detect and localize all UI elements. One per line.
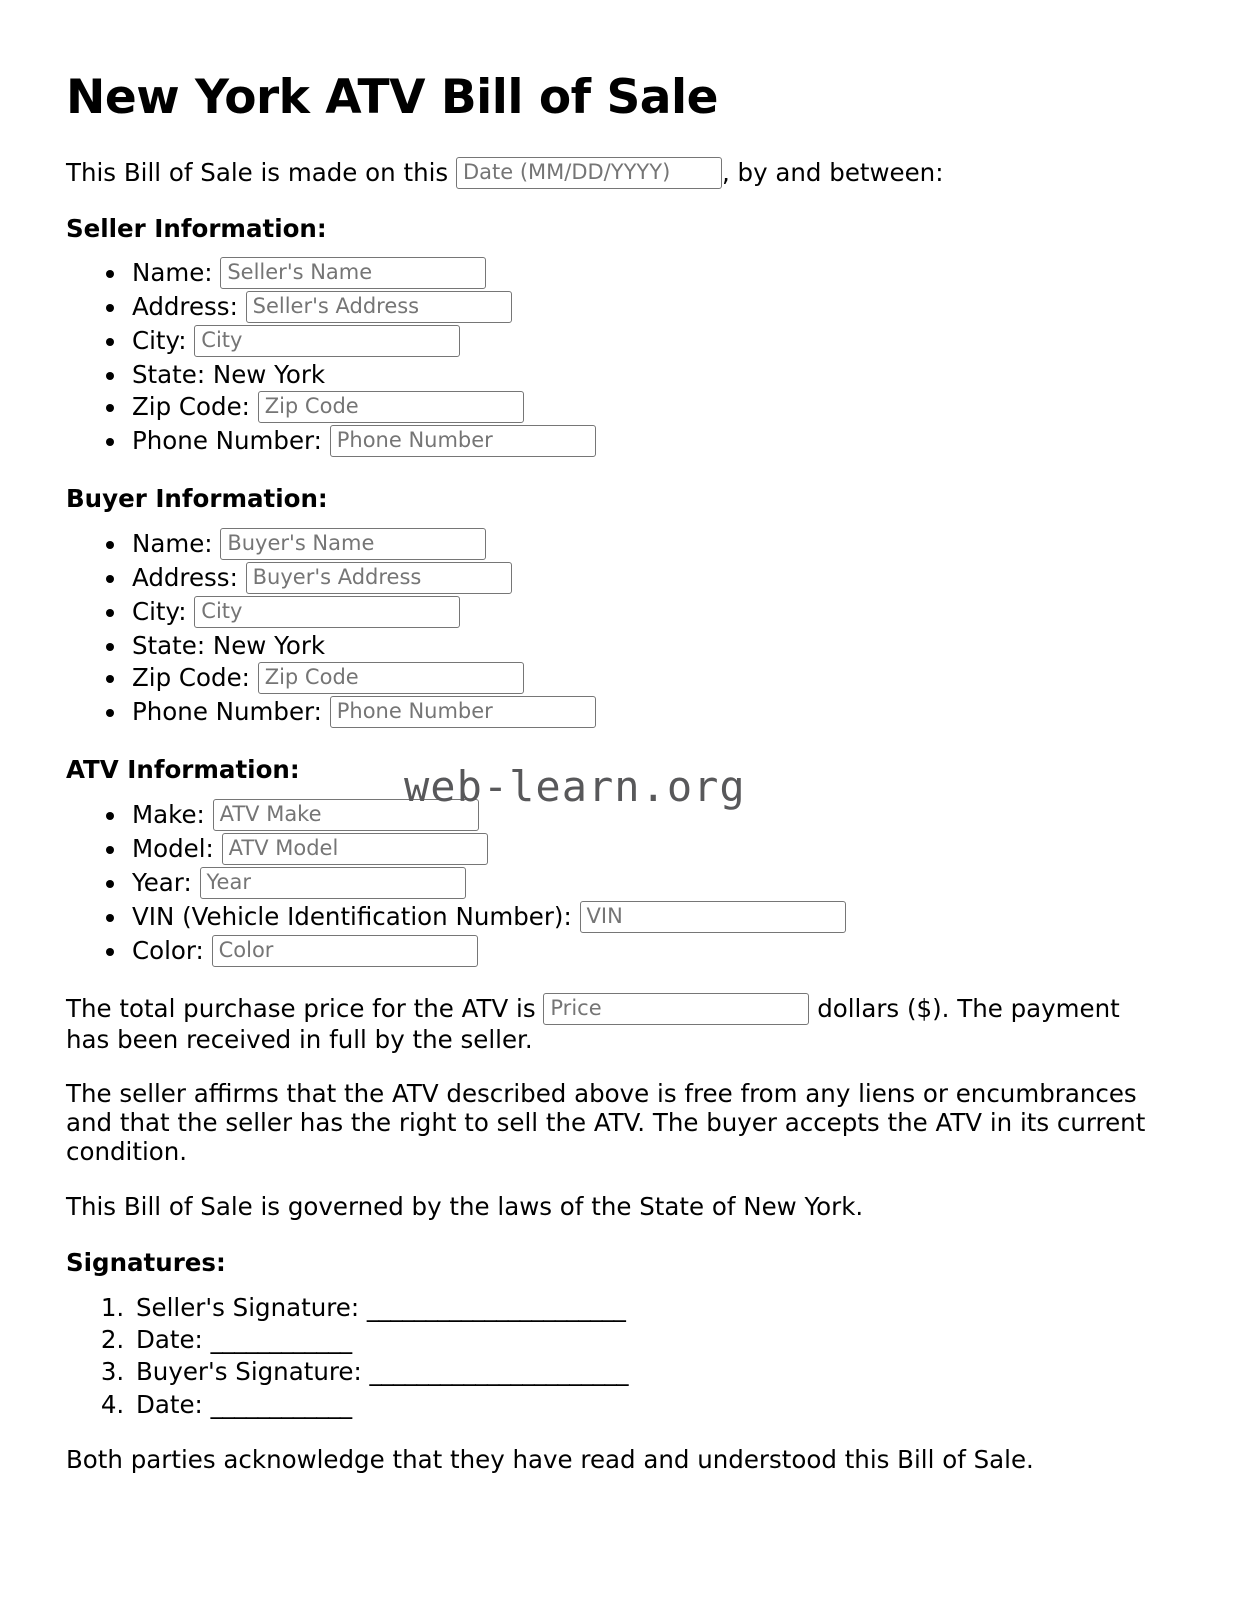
list-item (128, 528, 1173, 561)
page-title: New York ATV Bill of Sale (66, 70, 718, 125)
atv-year-label: Year: (132, 867, 192, 897)
list-item (132, 1324, 1173, 1355)
intro-text-before: This Bill of Sale is made on this (66, 157, 449, 187)
buyer-address-input[interactable]: Buyer's Address (246, 562, 512, 594)
seller-phone-input[interactable]: Phone Number (330, 425, 596, 457)
price-text-before: The total purchase price for the ATV is (66, 993, 536, 1023)
intro-paragraph (66, 158, 1151, 190)
atv-year-input[interactable]: Year (200, 867, 466, 899)
buyer-signature-line[interactable]: ______________________ (369, 1357, 629, 1387)
seller-address-label: Address: (132, 292, 238, 322)
buyer-name-label: Name: (132, 528, 213, 558)
list-item (128, 391, 1173, 424)
purchase-price-paragraph (66, 994, 1151, 1055)
intro-text-after: , by and between: (721, 157, 944, 187)
buyer-address-label: Address: (132, 562, 238, 592)
list-item (132, 1389, 1173, 1420)
liens-clause: The seller affirms that the ATV described above is free from any liens or encumbrances and that the seller has the right to sell the ATV. The buyer accepts the ATV in its current condition. (66, 1079, 1146, 1167)
seller-signature-label: Seller's Signature: (136, 1292, 360, 1322)
buyer-city-input[interactable]: City (194, 596, 460, 628)
seller-date-label: Date: (136, 1324, 203, 1354)
list-item (128, 562, 1173, 595)
atv-vin-label: VIN (Vehicle Identification Number): (132, 901, 572, 931)
buyer-signature-label: Buyer's Signature: (136, 1357, 362, 1387)
seller-field-list (66, 257, 1173, 458)
seller-zip-label: Zip Code: (132, 392, 250, 422)
seller-name-label: Name: (132, 258, 213, 288)
atv-color-input[interactable]: Color (212, 935, 478, 967)
buyer-information-heading: Buyer Information: (66, 484, 328, 514)
list-item (128, 325, 1173, 358)
buyer-city-label: City: (132, 596, 187, 626)
list-item (128, 935, 1173, 968)
buyer-date-label: Date: (136, 1389, 203, 1419)
price-text-after: dollars ($). The payment has been received in full by the seller. (66, 993, 1120, 1054)
buyer-state-value: State: New York (132, 630, 326, 660)
buyer-date-line[interactable]: ____________ (210, 1389, 352, 1419)
atv-make-label: Make: (132, 799, 205, 829)
atv-make-input[interactable]: ATV Make (213, 799, 479, 831)
list-item (128, 901, 1173, 934)
list-item (128, 257, 1173, 290)
signature-list (66, 1292, 1173, 1420)
seller-date-line[interactable]: ____________ (210, 1324, 352, 1354)
governing-law-clause: This Bill of Sale is governed by the laws of the State of New York. (66, 1192, 864, 1222)
seller-name-input[interactable]: Seller's Name (220, 257, 486, 289)
buyer-zip-label: Zip Code: (132, 663, 250, 693)
buyer-field-list (66, 528, 1173, 729)
list-item (132, 1356, 1173, 1387)
list-item (128, 630, 1173, 661)
signatures-heading: Signatures: (66, 1248, 226, 1278)
buyer-zip-input[interactable]: Zip Code (258, 662, 524, 694)
atv-model-input[interactable]: ATV Model (222, 833, 488, 865)
atv-information-heading: ATV Information: (66, 755, 300, 785)
buyer-name-input[interactable]: Buyer's Name (220, 528, 486, 560)
atv-model-label: Model: (132, 833, 214, 863)
acknowledgement-clause: Both parties acknowledge that they have read and understood this Bill of Sale. (66, 1444, 1034, 1474)
seller-zip-input[interactable]: Zip Code (258, 391, 524, 423)
seller-address-input[interactable]: Seller's Address (246, 291, 512, 323)
seller-city-label: City: (132, 326, 187, 356)
list-item (128, 291, 1173, 324)
site-watermark: web-learn.org (404, 762, 746, 811)
seller-information-heading: Seller Information: (66, 213, 327, 243)
list-item (132, 1292, 1173, 1323)
list-item (128, 833, 1173, 866)
atv-vin-input[interactable]: VIN (580, 901, 846, 933)
list-item (128, 867, 1173, 900)
list-item (128, 425, 1173, 458)
list-item (128, 662, 1173, 695)
seller-signature-line[interactable]: ______________________ (366, 1292, 626, 1322)
price-input[interactable]: Price (543, 993, 809, 1025)
list-item (128, 799, 1173, 832)
seller-state-value: State: New York (132, 360, 326, 390)
date-input[interactable]: Date (MM/DD/YYYY) (456, 157, 722, 189)
list-item (128, 696, 1173, 729)
list-item (128, 359, 1173, 390)
seller-city-input[interactable]: City (194, 325, 460, 357)
buyer-phone-label: Phone Number: (132, 697, 322, 727)
atv-field-list (66, 799, 1173, 968)
buyer-phone-input[interactable]: Phone Number (330, 696, 596, 728)
atv-color-label: Color: (132, 935, 204, 965)
list-item (128, 596, 1173, 629)
seller-phone-label: Phone Number: (132, 426, 322, 456)
